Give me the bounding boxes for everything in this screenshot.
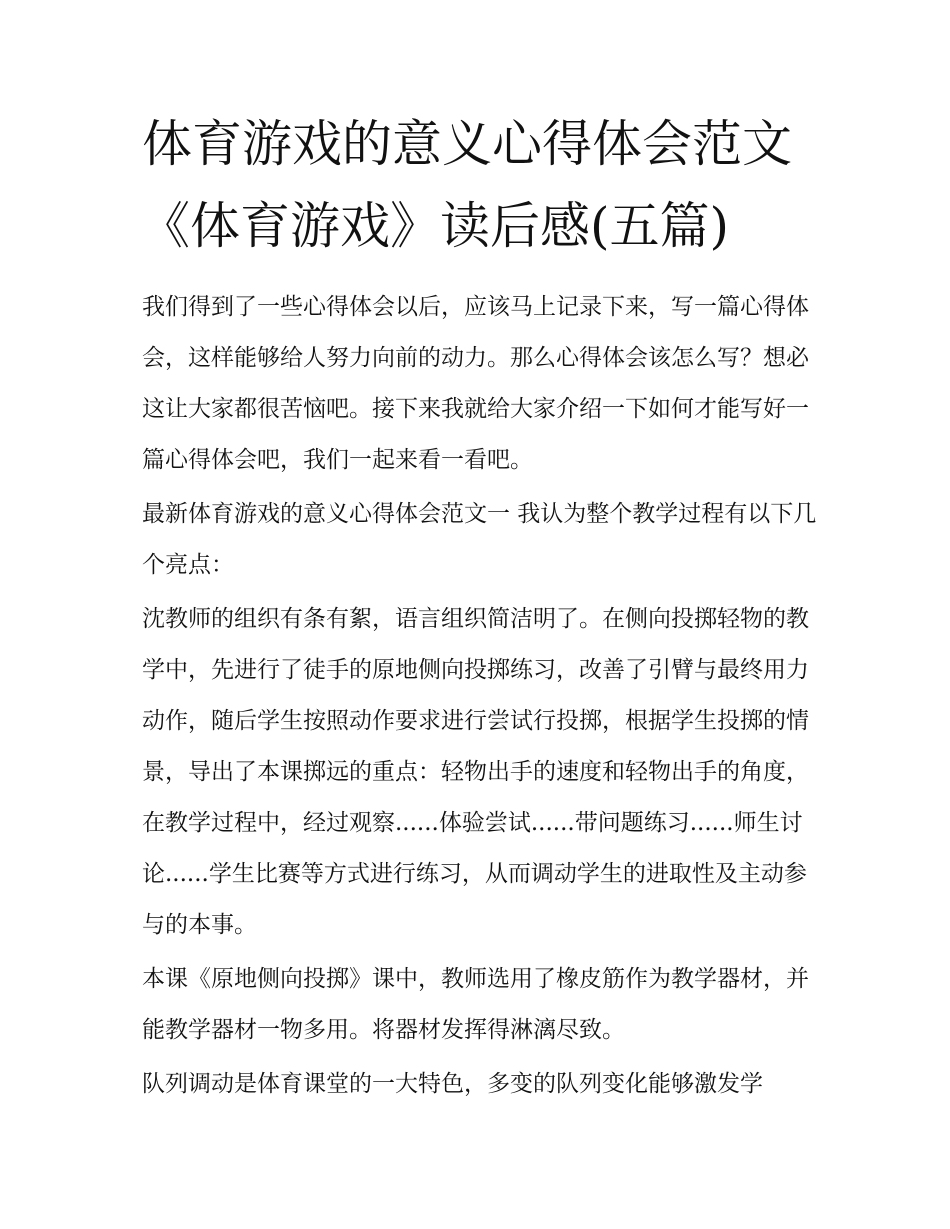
paragraph-intro: 我们得到了一些心得体会以后，应该马上记录下来，写一篇心得体会，这样能够给人努力向前的动力。那么心得体会该怎么写？想必这让大家都很苦恼吧。接下来我就给大家介绍一下如何才能写好一篇心得体会吧，我们一起来看一看吧。 <box>142 294 809 473</box>
paragraph-essay-one-heading: 最新体育游戏的意义心得体会范文一 我认为整个教学过程有以下几个亮点： <box>142 501 817 578</box>
document-title-line-1: 体育游戏的意义心得体会范文 <box>142 115 792 173</box>
paragraph-teacher-organization: 沈教师的组织有条有絮，语言组织简洁明了。在侧向投掷轻物的教学中，先进行了徒手的原地侧向投掷练习，改善了引臂与最终用力动作，随后学生按照动作要求进行尝试行投掷，根据学生投掷的情景，导出了本课掷远的重点：轻物出手的速度和轻物出手的角度，在教学过程中，经过观察......体验尝试......带问题练习......师生讨论......学生比赛等方式进行练习，从而调动学生的进取性及主动参与的本事。 <box>142 606 809 938</box>
paragraph-formation: 队列调动是体育课堂的一大特色，多变的队列变化能够激发学 <box>142 1071 763 1097</box>
document-body <box>142 282 822 1113</box>
paragraph-equipment: 本课《原地侧向投掷》课中，教师选用了橡皮筋作为教学器材，并能教学器材一物多用。将器材发挥得淋漓尽致。 <box>142 966 809 1043</box>
document-title-line-2: 《体育游戏》读后感(五篇) <box>140 197 730 255</box>
